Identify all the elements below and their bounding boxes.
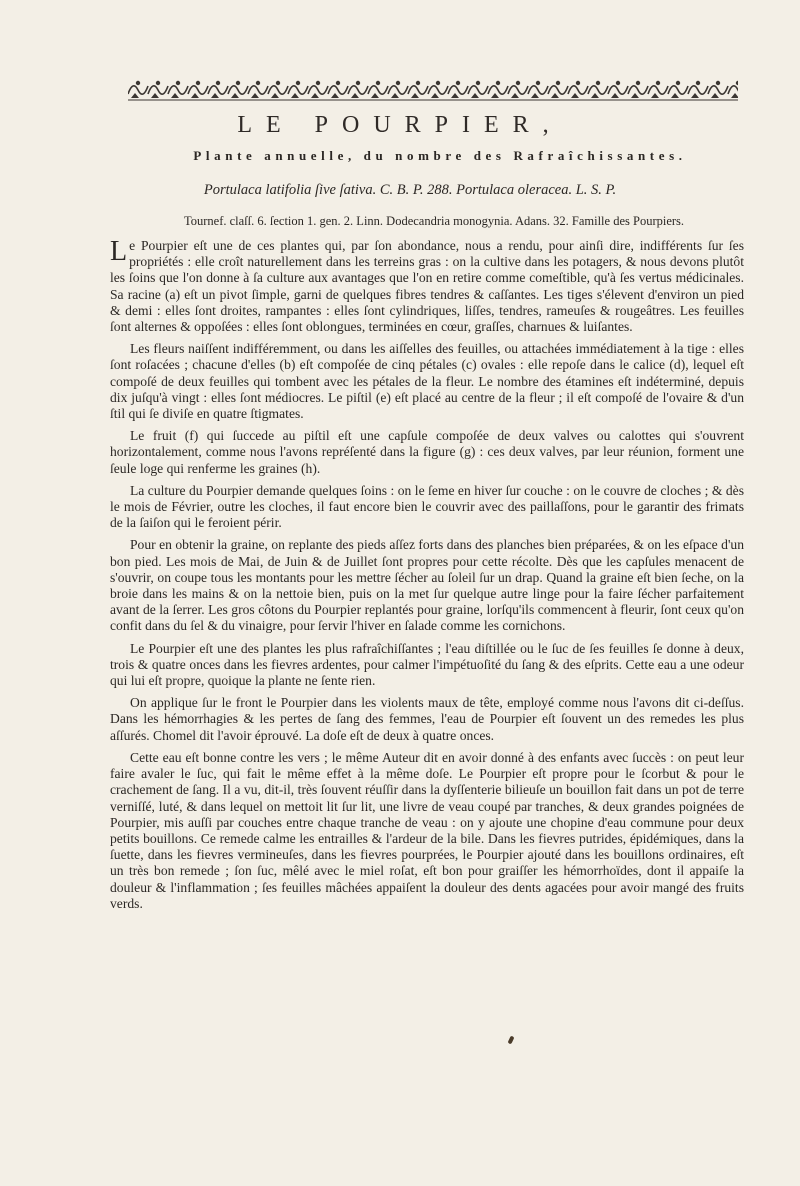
drop-cap: L [110, 236, 128, 267]
latin-synonyms: Portulaca latifolia ſive ſativa. C. B. P. 288. Portulaca oleracea. L. S. P. [203, 182, 617, 198]
paragraph-6: Le Pourpier eſt une des plantes les plus rafraîchiſſantes ; l'eau diſtillée ou le ſuc de ſes feuilles ſe donne à deux, trois & quatre onces dans les fievres ardentes, pour calmer l'impétuoſité du ſang & des eſprits. Cette eau a une odeur qui lui eſt propre, quoique la plante ne ſente rien. [110, 640, 744, 689]
paragraph-7: On applique ſur le front le Pourpier dans les violents maux de tête, employé comme nous l'avons dit ci-deſſus. Dans les hémorrhagies & les pertes de ſang des femmes, l'eau de Pourpier eſt ſouvent un des remedes les plus aſſurés. Chomel dit l'avoir éprouvé. La doſe eſt de deux à quatre onces. [110, 695, 744, 743]
paragraph-5: Pour en obtenir la graine, on replante des pieds aſſez forts dans des planches bien préparées, & on les eſpace d'un bon pied. Les mois de Mai, de Juin & de Juillet ſont propres pour cette récolte. Dès que les capſules menacent de s'ouvrir, on coupe tous les montants pour les mettre ſécher au ſoleil ſur un drap. Quand la graine eſt bien ſeche, on la broie dans les mains & on la nettoie bien, puis on la met ſur quelque autre linge pour la faire ſécher parfaitement avant de la ſerrer. Les gros côtons du Pourpier replantés pour graine, lorſqu'ils commencent à fleurir, ſont ceux qu'on confit dans du ſel & du vinaigre, pour ſervir l'hiver en ſalade comme les cornichons. [110, 537, 744, 634]
paragraph-8: Cette eau eſt bonne contre les vers ; le même Auteur dit en avoir donné à des enfants avec ſuccès : on peut leur faire avaler le ſuc, qui fait le même effet à la même doſe. Le Pourpier eſt propre pour le ſcorbut & pour le crachement de ſang. Il a vu, dit-il, très ſouvent réuſſir dans la dyſſenterie bilieuſe un bouillon fait dans un pot de terre verniſſé, luté, & dans lequel on mettoit lit ſur lit, une livre de veau coupé par tranches, & deux grandes poignées de Pourpier, mis auſſi par couches entre chaque tranche de veau : on y ajoute une chopine d'eau commune pour deux petits bouillons. Ce remede calme les entrailles & l'ardeur de la bile. Dans les fievres putrides, épidémiques, dans la ſuette, dans les fievres vermineuſes, dans les fievres pourprées, le Pourpier ajouté dans les bouillons ordinaires, eſt un très bon remede ; ſon ſuc, mêlé avec le miel roſat, eſt bon pour graiſſer les hémorrhoïdes, dont il appaiſe la douleur & l'inflammation ; ſes feuilles mâchées appaiſent la douleur des dents agacées pour avoir mangé des fruits verds. [110, 749, 744, 911]
decorative-border-ornament [128, 76, 738, 102]
page-title: LE POURPIER, [237, 112, 563, 138]
paragraph-2: Les fleurs naiſſent indifféremment, ou dans les aiſſelles des feuilles, ou attachées immédiatement à la tige : elles ſont roſacées ; chacune d'elles (b) eſt compoſée de cinq pétales (c) ovales : elle repoſe dans le calice (d), lequel eſt compoſé de deux feuilles qui tombent avec les pétales de la fleur. Le nombre des étamines eſt indéterminé, depuis dix juſqu'à vingt : elles ſont médiocres. Le piſtil (e) eſt placé au centre de la fleur ; il eſt compoſé de l'ovaire & d'un ſtil qui ſe diviſe en quatre ſtigmates. [110, 341, 744, 422]
paragraph-3: Le fruit (f) qui ſuccede au piſtil eſt une capſule compoſée de deux valves ou calottes qui s'ouvrent horizontalement, comme nous l'avons repréſenté dans la figure (g) : ces deux valves, par leur réunion, forment une ſeule loge qui renferme les graines (h). [110, 428, 744, 476]
article-body [110, 238, 744, 918]
paragraph-4: La culture du Pourpier demande quelques ſoins : on le ſeme en hiver ſur couche : on le couvre de cloches ; & dès le mois de Février, outre les cloches, il faut encore bien le couvrir avec des paillaſſons, pour le garantir des frimats de la ſaiſon qui le feroient périr. [110, 482, 744, 531]
classification-line: Tournef. claſſ. 6. ſection 1. gen. 2. Linn. Dodecandria monogynia. Adans. 32. Famille des Pourpiers. [183, 214, 685, 228]
plant-subtitle: Plante annuelle, du nombre des Rafraîchissantes. [193, 148, 687, 163]
paragraph-1: Le Pourpier eſt une de ces plantes qui, par ſon abondance, nous a rendu, pour ainſi dire, indifférents ſur ſes propriétés : elle croît naturellement dans les terreins gras : on la cultive dans les potagers, & nous devons plutôt les ſoins que l'on donne à ſa culture aux avantages que l'on en retire comme comeſtible, qu'à ſes vertus médicinales. Sa racine (a) eſt un pivot ſimple, garni de quelques fibres tendres & caſſantes. Les tiges s'élevent d'environ un pied & demi : elles ſont droites, rampantes : elles ſont cylindriques, liſſes, tendres, rameuſes & rougeâtres. Les feuilles ſont alternes & oppoſées : elles ſont oblongues, terminées en cœur, graſſes, charnues & luiſantes. [110, 236, 744, 335]
ink-speck [507, 1036, 514, 1045]
